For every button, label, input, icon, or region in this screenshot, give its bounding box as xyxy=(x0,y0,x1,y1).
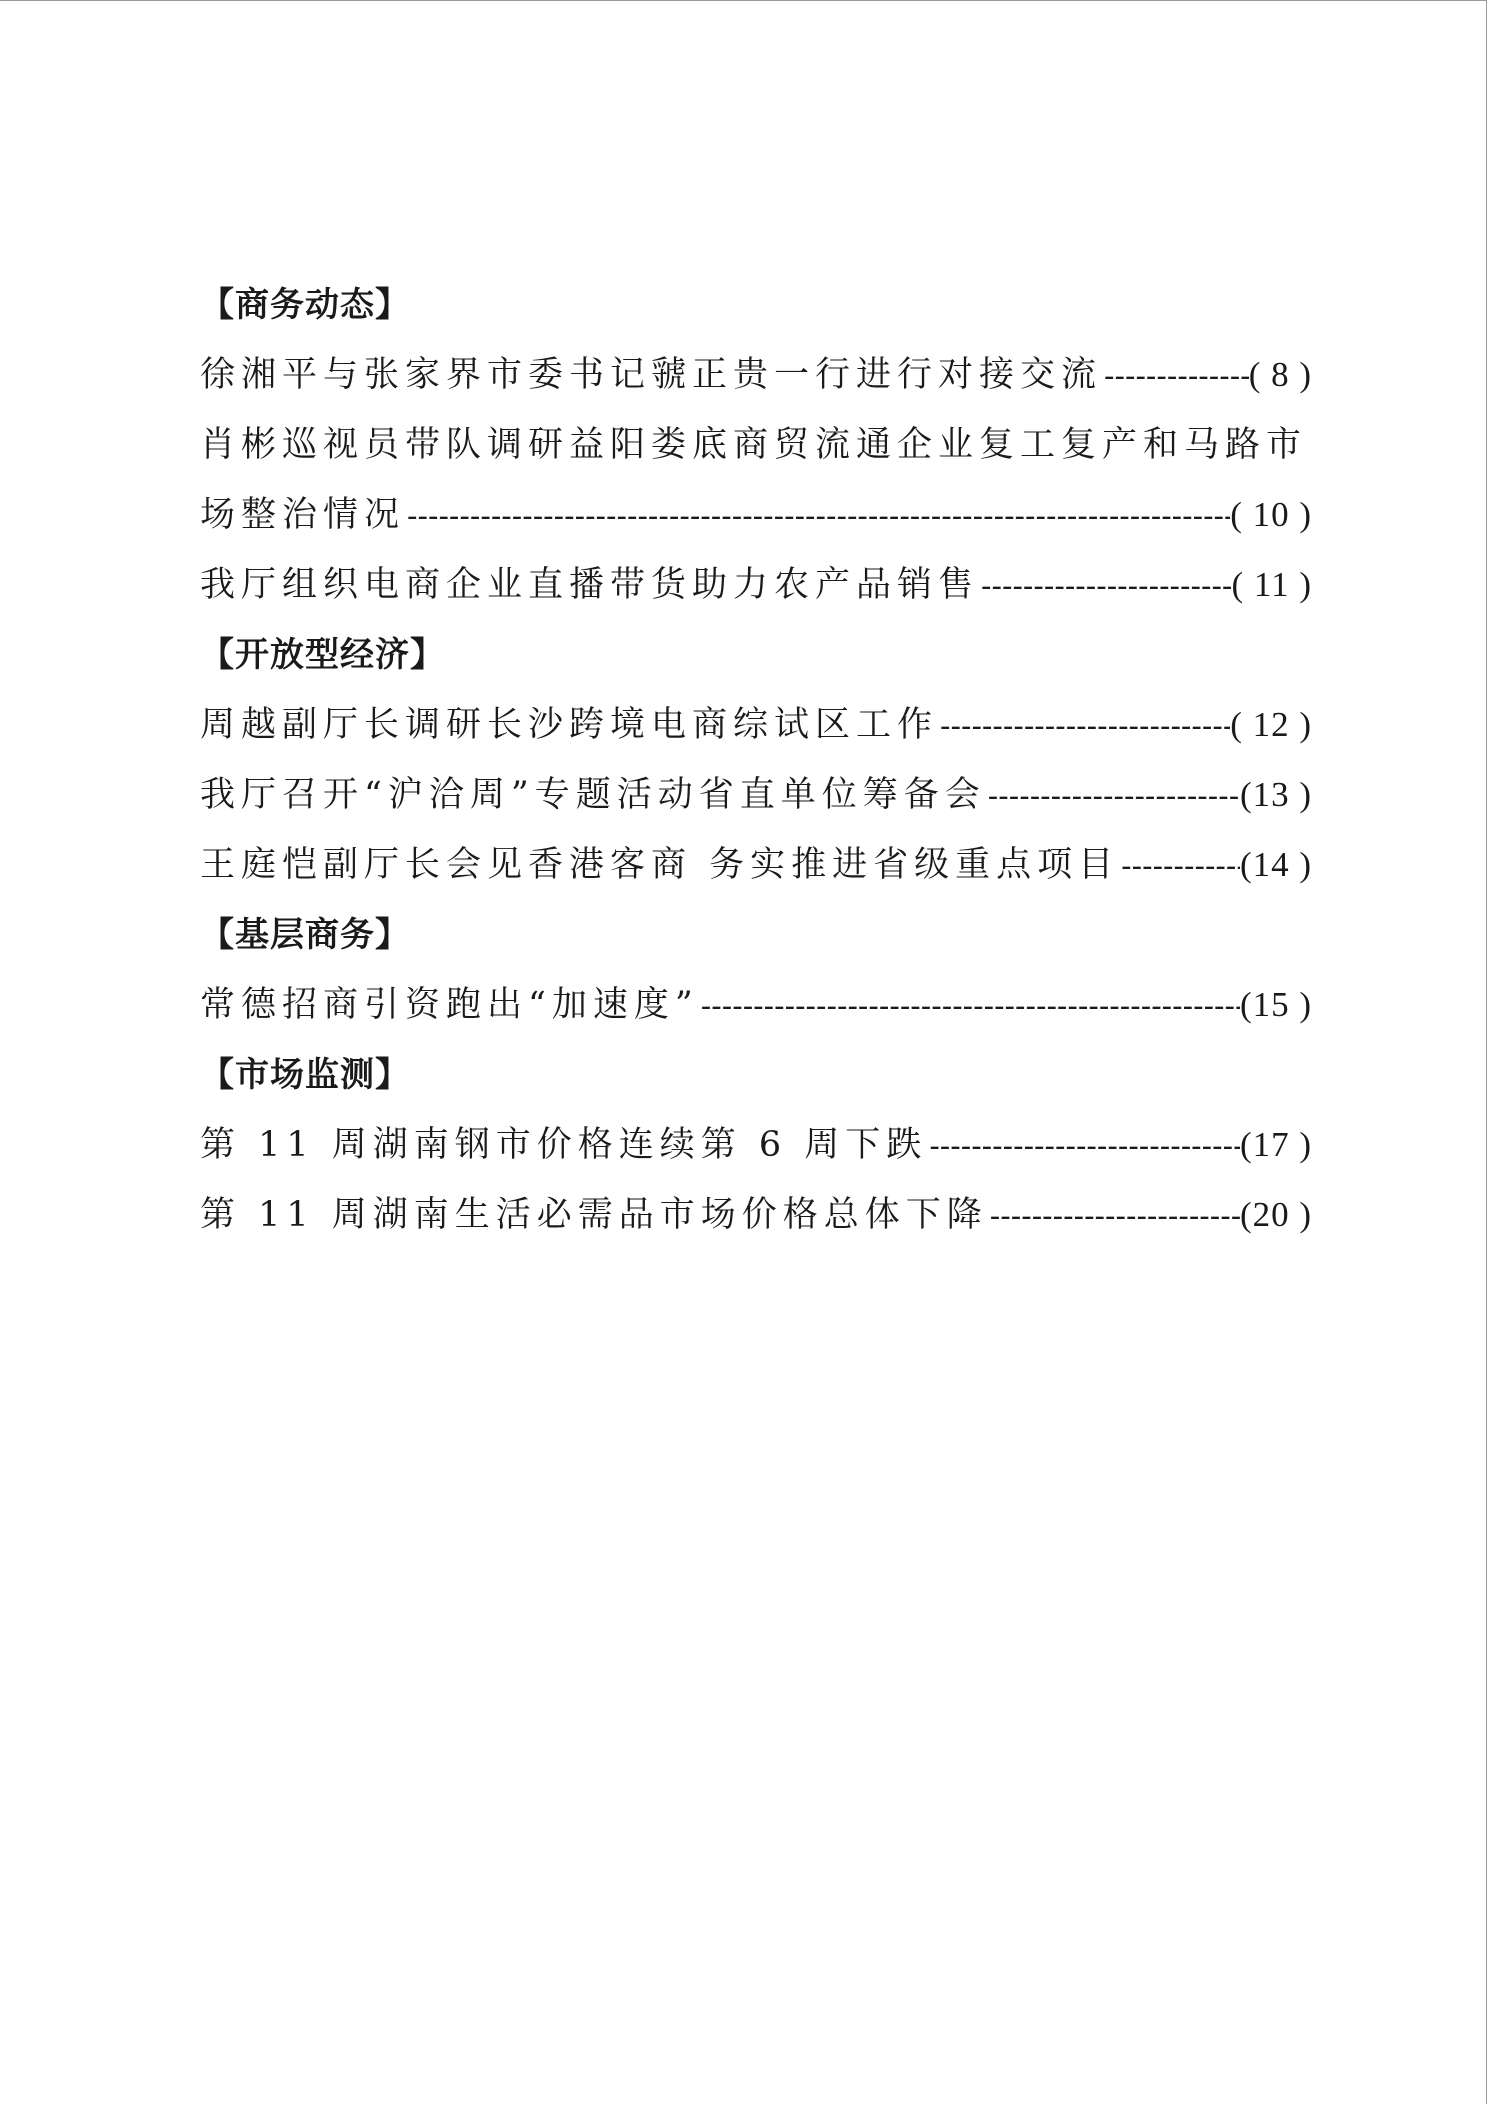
toc-entry-title-line2: 场整治情况 xyxy=(200,495,406,535)
toc-entry-title: 徐湘平与张家界市委书记虢正贵一行进行对接交流 xyxy=(200,355,1103,395)
toc-entry-title: 常德招商引资跑出“加速度” xyxy=(200,985,699,1025)
dot-leader xyxy=(1104,341,1249,411)
toc-entry[interactable] xyxy=(200,1180,1312,1250)
toc-entry[interactable] xyxy=(200,830,1312,900)
toc-entry-title: 第 11 周湖南生活必需品市场价格总体下降 xyxy=(200,1195,988,1235)
dot-leader xyxy=(940,691,1230,761)
toc-entry[interactable] xyxy=(200,970,1312,1040)
toc-entry[interactable] xyxy=(200,760,1312,830)
toc-entry-title: 王庭恺副厅长会见香港客商 务实推进省级重点项目 xyxy=(200,845,1120,885)
dot-leader xyxy=(929,1111,1240,1181)
toc-page-number: ( 10 ) xyxy=(1230,495,1312,534)
dot-leader xyxy=(407,481,1230,551)
toc-entry[interactable] xyxy=(200,410,1312,550)
toc-page-number: ( 11 ) xyxy=(1231,565,1312,604)
toc-entry-title: 周越副厅长调研长沙跨境电商综试区工作 xyxy=(200,705,939,745)
toc-page-number: ( 12 ) xyxy=(1230,705,1312,744)
toc-entry-title: 我厅召开“沪洽周”专题活动省直单位筹备会 xyxy=(200,775,986,815)
toc-entry-title-line1: 肖彬巡视员带队调研益阳娄底商贸流通企业复工复产和马路市 xyxy=(200,425,1308,465)
toc-page-number: (17 ) xyxy=(1239,1125,1312,1164)
toc-entry[interactable] xyxy=(200,690,1312,760)
toc-page-number: (15 ) xyxy=(1239,985,1312,1024)
toc-entry[interactable] xyxy=(200,340,1312,410)
section-heading-market-monitoring: 【市场监测】 xyxy=(200,1055,410,1095)
dot-leader xyxy=(990,1181,1240,1251)
section-heading-business-news: 【商务动态】 xyxy=(200,285,410,325)
toc-page-number: (14 ) xyxy=(1239,845,1312,884)
dot-leader xyxy=(1121,831,1240,901)
section-heading-open-economy: 【开放型经济】 xyxy=(200,635,445,675)
toc-page-number: (13 ) xyxy=(1239,775,1312,814)
section-heading-local-commerce: 【基层商务】 xyxy=(200,915,410,955)
dot-leader xyxy=(701,971,1240,1041)
dot-leader xyxy=(981,551,1231,621)
table-of-contents xyxy=(200,270,1312,1250)
toc-entry-title: 我厅组织电商企业直播带货助力农产品销售 xyxy=(200,565,980,605)
toc-entry-title: 第 11 周湖南钢市价格连续第 6 周下跌 xyxy=(200,1125,928,1165)
toc-entry[interactable] xyxy=(200,550,1312,620)
dot-leader xyxy=(988,761,1240,831)
toc-page-number: ( 8 ) xyxy=(1248,355,1312,394)
toc-entry[interactable] xyxy=(200,1110,1312,1180)
toc-page-number: (20 ) xyxy=(1239,1195,1312,1234)
